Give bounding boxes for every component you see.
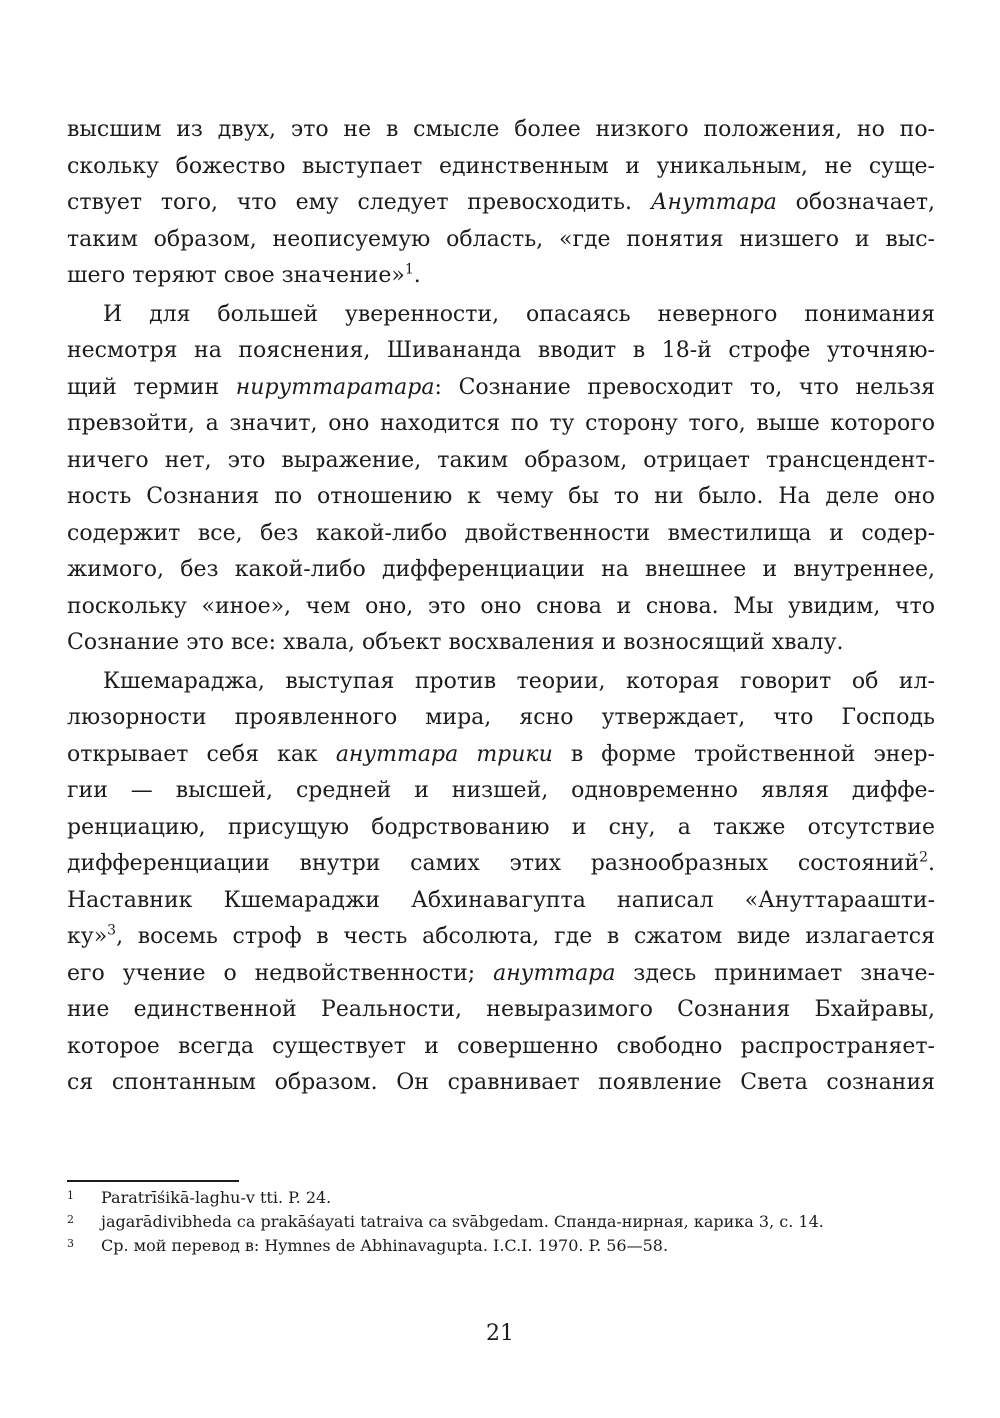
- text-line: содержит все, без какой-либо двойственности вместилища и содер-: [67, 520, 935, 546]
- text-line: которое всегда существует и совершенно свободно распространяет-: [67, 1033, 935, 1059]
- italic-term: ануттара: [493, 960, 616, 986]
- paragraph-1: [67, 112, 935, 295]
- text-line: ние единственной Реальности, невыразимого Сознания Бхайравы,: [67, 997, 935, 1022]
- text-line: несмотря на пояснения, Шивананда вводит в 18-й строфе уточняю-: [67, 338, 935, 363]
- paragraph-3: [67, 664, 935, 1102]
- text-line: ку»$^3$, восемь строф в честь абсолюта, где в сжатом виде излагается: [67, 922, 935, 949]
- footnote-number: 3: [67, 1237, 74, 1250]
- text-line: превзойти, а значит, оно находится по ту сторону того, выше которого: [67, 411, 935, 436]
- text-line: высшим из двух, это не в смысле более низкого положения, но по-: [67, 117, 935, 142]
- text-line: гии — высшей, средней и низшей, одновременно являя диффе-: [67, 778, 935, 803]
- footnote-text: jagarādivibheda ca prakāśayati tatraiva ca svābgedam. Спанда-нирная, карика 3, с. 14.: [101, 1212, 824, 1231]
- footnote-ref[interactable]: 3: [107, 922, 117, 939]
- text-line: ничего нет, это выражение, таким образом, отрицает трансцендент-: [67, 447, 935, 473]
- text-line: Сознание это все: хвала, объект восхваления и возносящий хвалу.: [67, 630, 844, 655]
- text-line: И для большей уверенности, опасаясь неверного понимания: [103, 301, 935, 327]
- footnote-number: 1: [67, 1189, 74, 1202]
- footnote-number: 2: [67, 1213, 74, 1226]
- text-line: поскольку «иное», чем оно, это оно снова и снова. Мы увидим, что: [67, 593, 935, 619]
- footnote-2: [67, 1210, 935, 1234]
- footnote-ref[interactable]: 2: [919, 849, 928, 866]
- text-line: шего теряют свое значение»$^1$.: [67, 261, 421, 288]
- footnote-ref[interactable]: 1: [404, 261, 414, 278]
- footnote-text: Paratrīśikā-laghu-v tti. P. 24.: [101, 1188, 332, 1207]
- text-line: Наставник Кшемараджи Абхинавагупта написал «Ануттараашти-: [67, 887, 935, 913]
- footnote-divider: [67, 1180, 239, 1182]
- text-line: жимого, без какой-либо дифференциации на внешнее и внутреннее,: [67, 557, 935, 582]
- text-line: открывает себя как ануттара трики в форме тройственной энер-: [67, 741, 935, 767]
- italic-term: нируттаратара: [235, 374, 435, 400]
- main-text: [67, 112, 935, 1102]
- text-line: Кшемараджа, выступая против теории, которая говорит об ил-: [103, 668, 935, 694]
- text-line: ренциацию, присущую бодрствованию и сну, а также отсутствие: [67, 814, 935, 840]
- text-line: его учение о недвойственности; ануттара здесь принимает значе-: [67, 960, 936, 986]
- text-line: щий термин нируттаратара: Сознание превосходит то, что нельзя: [67, 374, 935, 400]
- text-line: скольку божество выступает единственным и уникальным, не суще-: [67, 153, 935, 179]
- text-line: люзорности проявленного мира, ясно утверждает, что Господь: [67, 705, 935, 730]
- footnote-3: [67, 1234, 935, 1258]
- text-line: ность Сознания по отношению к чему бы то ни было. На деле оно: [67, 484, 935, 509]
- footnotes: [67, 1186, 935, 1258]
- text-line: ся спонтанным образом. Он сравнивает появление Света сознания: [67, 1070, 935, 1095]
- footnote-text: Ср. мой перевод в: Hymnes de Abhinavagupta. I.C.I. 1970. P. 56—58.: [101, 1236, 669, 1255]
- italic-term: Ануттара: [650, 190, 777, 215]
- text-line: дифференциации внутри самих этих разнообразных состояний$^2$.: [67, 849, 935, 876]
- text-line: таким образом, неописуемую область, «где понятия низшего и выс-: [67, 226, 935, 252]
- page-number: 21: [486, 1321, 514, 1346]
- italic-term: ануттара трики: [335, 741, 553, 767]
- footnote-1: [67, 1186, 935, 1210]
- paragraph-2: [67, 297, 935, 662]
- text-line: ствует того, что ему следует превосходить. Ануттара обозначает,: [67, 190, 935, 215]
